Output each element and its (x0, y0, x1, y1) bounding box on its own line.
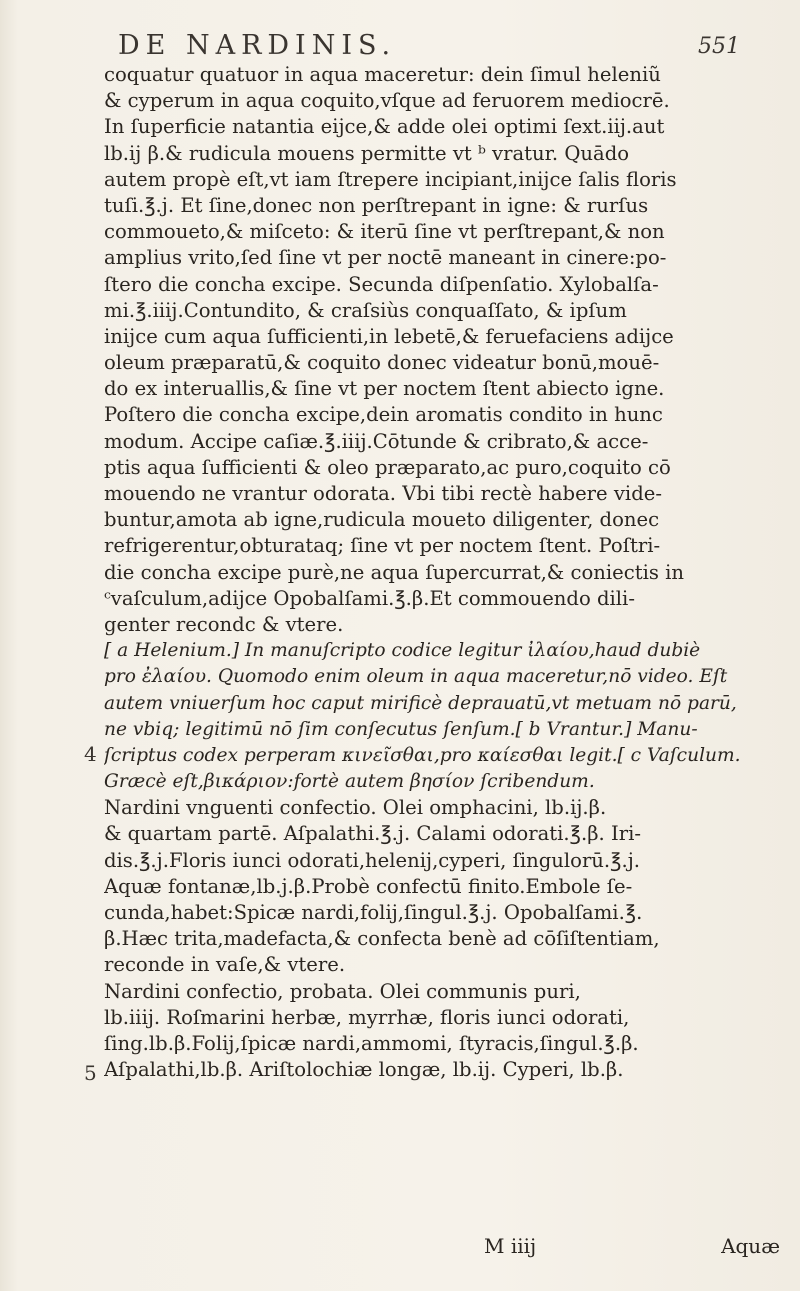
catchword: Aquæ (721, 1234, 780, 1258)
text-line: ptis aqua ſufficienti & oleo præparato,ac puro,coquito cō (104, 455, 671, 479)
text-line: amplius vrito,ſed ſine vt per noctē maneant in cinere:po- (104, 246, 667, 270)
recipe-4-line: Nardini vnguenti confectio. Olei omphacini, lb.ij.β. (104, 796, 607, 820)
text-line: Poſtero die concha excipe,dein aromatis condito in hunc (104, 403, 663, 427)
text-line: lb.ij β.& rudicula mouens permitte vt ᵇ vratur. Quādo (104, 141, 630, 165)
signature-mark: M iiij (484, 1234, 537, 1258)
text-line: do ex interuallis,& ſine vt per noctem ſtent abiecto igne. (104, 377, 665, 401)
text-line: autem propè eſt,vt iam ſtrepere incipiant,inijce ſalis floris (104, 167, 677, 191)
text-line: ᶜvaſculum,adijce Opobalſami.℥.β.Et commouendo dili- (104, 586, 635, 610)
annotation-line: [ a Helenium.] In manuſcripto codice legitur ἰλαίου,haud dubiè (104, 640, 701, 662)
recipe-4-line: Aquæ fontanæ,lb.j.β.Probè confectū finito.Embole ſe- (104, 874, 633, 898)
text-line: mi.℥.iiij.Contundito, & craſsiùs conquaſſato, & ipſum (104, 298, 627, 322)
text-line: modum. Accipe caſiæ.℥.iiij.Cōtunde & cribrato,& acce- (104, 429, 649, 453)
recipe-5-line: Aſpalathi,lb.β. Ariſtolochiæ longæ, lb.ij. Cyperi, lb.β. (104, 1058, 624, 1082)
text-line: In ſuperficie natantia eijce,& adde olei optimi ſext.iij.aut (104, 115, 665, 139)
text-line: genter recondc & vtere. (104, 612, 344, 636)
annotation-line: ſcriptus codex perperam κινεῖσθαι,pro καίεσθαι legit.[ c Vaſculum. (104, 744, 741, 766)
annotation-line: Græcè eſt,βικάριον:fortè autem βησίον ſcribendum. (104, 771, 595, 793)
text-line: commoueto,& miſceto: & iterū ſine vt perſtrepant,& non (104, 220, 665, 244)
recipe-5-line: Nardini confectio, probata. Olei communis puri, (104, 979, 581, 1003)
recipe-4-line: β.Hæc trita,madefacta,& confecta benè ad cōſiſtentiam, (104, 927, 660, 951)
text-line: oleum præparatū,& coquito donec videatur bonū,mouē- (104, 351, 660, 375)
text-line: coquatur quatuor in aqua maceretur: dein ſimul heleniũ (104, 63, 661, 86)
recipe-4-line: dis.℥.j.Floris iunci odorati,helenij,cyperi, ſingulorū.℥.j. (104, 848, 641, 872)
page-header (100, 22, 780, 62)
text-line: die concha excipe purè,ne aqua ſupercurrat,& coniectis in (104, 560, 685, 584)
annotation-line: autem vniuerſum hoc caput mirificè deprauatū,vt metuam nō parū, (104, 692, 737, 714)
recipe-5-line: ſing.lb.β.Folij,ſpicæ nardi,ammomi, ſtyracis,ſingul.℥.β. (104, 1031, 639, 1055)
text-line: ſtero die concha excipe. Secunda diſpenſatio. Xylobalſa- (104, 272, 659, 296)
text-line: refrigerentur,obturataq; ſine vt per noctem ſtent. Poſtri- (104, 534, 661, 558)
page-number: 551 (698, 34, 740, 59)
recipe-number-4: 4 (84, 742, 97, 766)
text-line: tuſi.℥.j. Et ſine,donec non perſtrepant in igne: & rurſus (104, 193, 649, 217)
recipe-number-5: 5 (84, 1061, 97, 1085)
text-line: inijce cum aqua ſufficienti,in lebetē,& feruefaciens adijce (104, 324, 674, 348)
text-line: buntur,amota ab igne,rudicula moueto diligenter, donec (104, 508, 660, 532)
text-line: & cyperum in aqua coquito,vſque ad feruorem mediocrē. (104, 89, 670, 113)
annotation-line: ne vbiq; legitimū nō ſim conſecutus ſenſum.[ b Vrantur.] Manu- (104, 718, 698, 740)
running-head: DE NARDINIS. (118, 30, 397, 61)
recipe-4-line: cunda,habet:Spicæ nardi,folij,ſingul.℥.j. Opobalſami.℥. (104, 901, 643, 924)
body-text (104, 62, 780, 1083)
recipe-4-line: reconde in vaſe,& vtere. (104, 953, 346, 977)
annotation-line: pro ἐλαίου. Quomodo enim oleum in aqua maceretur,nō video. Eſt (104, 666, 728, 688)
text-line: mouendo ne vrantur odorata. Vbi tibi rectè habere vide- (104, 482, 662, 505)
recipe-4-line: & quartam partē. Aſpalathi.℥.j. Calami odorati.℥.β. Iri- (104, 822, 641, 846)
recipe-5-line: lb.iiij. Roſmarini herbæ, myrrhæ, floris iunci odorati, (104, 1005, 630, 1029)
